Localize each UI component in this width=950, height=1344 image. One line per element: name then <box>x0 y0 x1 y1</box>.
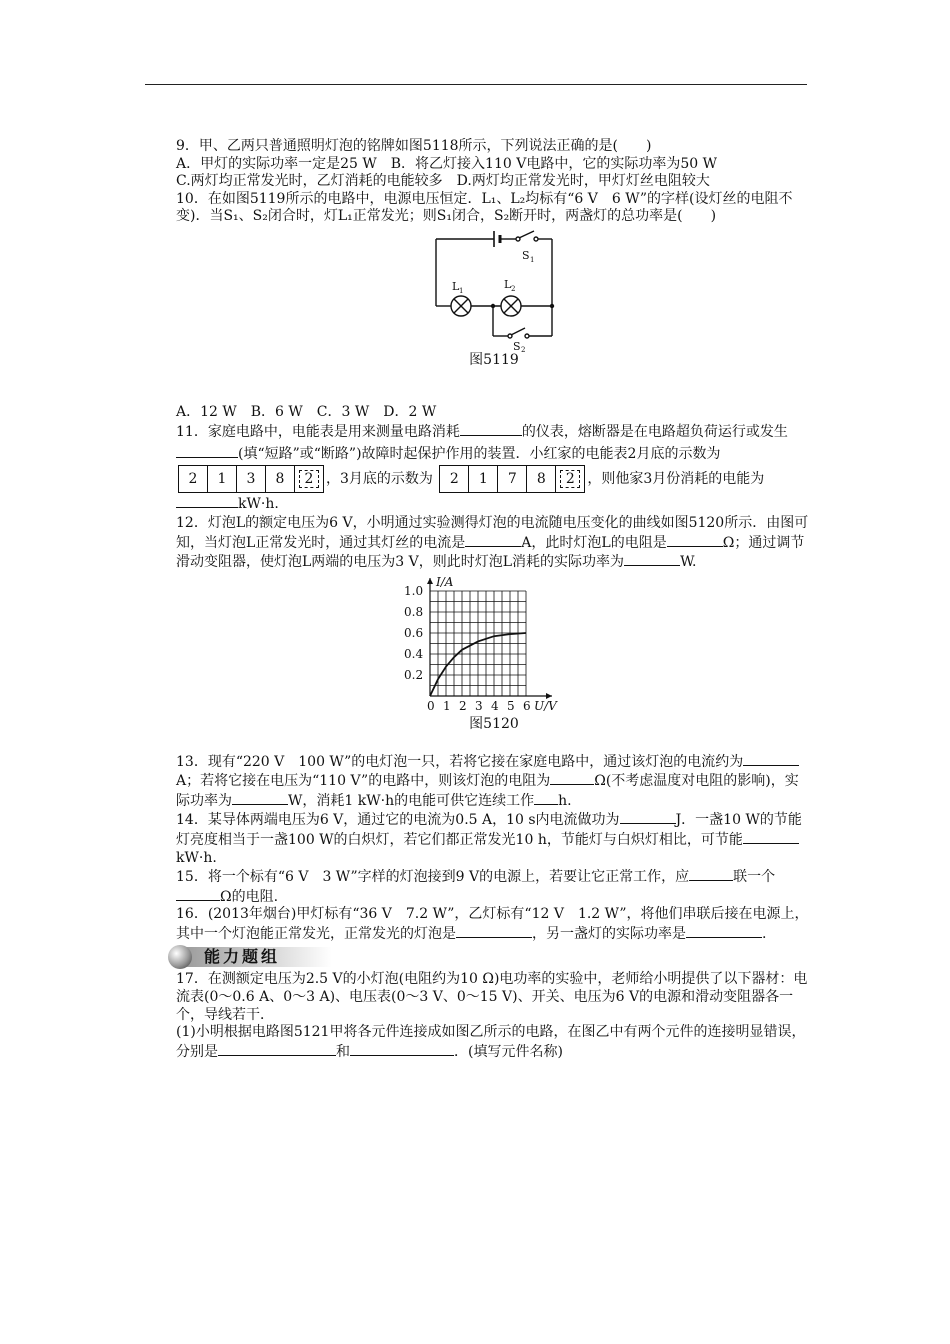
q13-text-5: h. <box>558 792 572 809</box>
meter-digit-decimal: 2 <box>295 466 323 492</box>
q11-text-4: ，3月底的示数为 <box>326 471 433 488</box>
meter-digit-decimal: 2 <box>556 466 584 492</box>
label-l2-sub: 2 <box>511 284 516 293</box>
q11-text-6: kW·h. <box>238 496 279 513</box>
question-15 <box>176 867 812 906</box>
figure-5120-caption: 图5120 <box>469 715 519 732</box>
q13-blank-1[interactable] <box>743 752 799 766</box>
q13-text-1: 13．现有“220 V 100 W”的电灯泡一只，若将它接在家庭电路中，通过该灯泡的电流约为 <box>176 753 744 770</box>
meter-reading-march <box>439 465 585 493</box>
x-tick-label: 0 <box>427 698 435 713</box>
question-9-stem: 9．甲、乙两只普通照明灯泡的铭牌如图5118所示，下列说法正确的是( ) <box>176 138 652 154</box>
q12-text-3: Ω；通过调节滑动变阻器，使灯泡L两端的电压为3 V，则此时灯泡L消耗的实际功率为 <box>176 534 805 571</box>
label-l2: L <box>504 277 512 291</box>
meter-digit: 1 <box>469 466 498 492</box>
x-axis-label: U/V <box>534 698 557 713</box>
question-12 <box>176 515 812 572</box>
q16-blank-2[interactable] <box>686 924 762 938</box>
x-tick-label: 3 <box>475 698 483 713</box>
section-title: 能力题组 <box>204 947 281 967</box>
q15-blank-2[interactable] <box>176 887 220 901</box>
question-11 <box>176 421 812 515</box>
q17-text-3: ．(填写元件名称) <box>454 1043 563 1060</box>
meter-digit: 2 <box>440 466 469 492</box>
q13-blank-2[interactable] <box>550 771 594 785</box>
y-tick-label: 0.6 <box>404 625 424 640</box>
q13-blank-3[interactable] <box>232 791 288 805</box>
q12-blank-1[interactable] <box>465 533 521 547</box>
x-tick-label: 1 <box>443 698 451 713</box>
question-17-sub1 <box>176 1024 812 1061</box>
q16-blank-1[interactable] <box>456 924 532 938</box>
label-s1: S <box>522 248 530 262</box>
figure-5119-caption: 图5119 <box>469 351 519 368</box>
q13-text-3: Ω(不考虑温度对电阻的影响)，实际功率为 <box>176 773 799 809</box>
q11-text-5: ，则他家3月份消耗的电能为 <box>587 471 765 488</box>
q12-text-1: 12．灯泡L的额定电压为6 V，小明通过实验测得灯泡的电流随电压变化的曲线如图5120所示．由图可知，当灯泡L正常发光时，通过其灯丝的电流是 <box>176 515 809 551</box>
q11-blank-3[interactable] <box>176 494 238 508</box>
q15-text-1: 15．将一个标有“6 V 3 W”字样的灯泡接到9 V的电源上，若要让它正常工作，应 <box>176 869 690 886</box>
iv-curve-chart <box>394 572 594 720</box>
q14-text-3: kW·h. <box>176 849 217 866</box>
label-s2: S <box>513 339 521 352</box>
label-l1: L <box>452 279 460 293</box>
meter-digit: 2 <box>179 466 208 492</box>
q12-text-4: W. <box>680 554 697 571</box>
x-tick-label: 5 <box>507 698 515 713</box>
meter-digit: 8 <box>266 466 295 492</box>
q12-blank-3[interactable] <box>624 552 680 566</box>
question-9-options-ab: A．甲灯的实际功率一定是25 W B．将乙灯接入110 V电路中，它的实际功率为50 W <box>176 155 717 172</box>
y-axis-label: I/A <box>436 574 454 589</box>
y-tick-label: 0.2 <box>404 667 424 682</box>
label-s1-sub: 1 <box>530 255 535 264</box>
q15-text-3: Ω的电阻. <box>220 888 279 905</box>
circuit-diagram <box>424 226 564 352</box>
q14-blank-2[interactable] <box>743 830 799 844</box>
q16-text-3: . <box>762 925 767 942</box>
meter-digit: 3 <box>237 466 266 492</box>
q15-blank-1[interactable] <box>689 867 733 881</box>
question-16 <box>176 906 812 943</box>
q11-text-3: (填“短路”或“断路”)故障时起保护作用的装置．小红家的电能表2月底的示数为 <box>238 446 721 463</box>
x-tick-label: 4 <box>491 698 499 713</box>
label-s2-sub: 2 <box>521 345 526 352</box>
q13-text-4: W，消耗1 kW·h的电能可供它连续工作 <box>288 792 535 809</box>
x-tick-label: 6 <box>523 698 531 713</box>
q14-text-2: J．一盏10 W的节能灯亮度相当于一盏100 W的白炽灯，若它们都正常发光10 h，节能灯与白炽灯相比，可节能 <box>176 812 802 848</box>
section-banner <box>168 945 812 969</box>
meter-digit: 1 <box>208 466 237 492</box>
q13-blank-4[interactable] <box>534 791 558 805</box>
q11-blank-1[interactable] <box>460 422 522 436</box>
q11-text-1: 11．家庭电路中，电能表是用来测量电路消耗 <box>176 424 460 441</box>
question-14 <box>176 810 812 867</box>
y-tick-label: 0.8 <box>404 604 424 619</box>
question-13 <box>176 752 812 811</box>
y-tick-label: 1.0 <box>404 583 424 598</box>
meter-reading-february <box>178 465 324 493</box>
y-axis-arrow <box>427 578 433 584</box>
worksheet <box>176 138 812 1061</box>
question-17-stem: 17．在测额定电压为2.5 V的小灯泡(电阻约为10 Ω)电功率的实验中，老师给小明提供了以下器材：电流表(0～0.6 A、0～3 A)、电压表(0～3 V、0～15 V)、开关、电压为6 V的电源和滑动变阻器各一个，导线若干． <box>176 971 808 1023</box>
meter-digit: 7 <box>498 466 527 492</box>
q16-text-1: 16．(2013年烟台)甲灯标有“36 V 7.2 W”，乙灯标有“12 V 1.2 W”，将他们串联后接在电源上，其中一个灯泡能正常发光，正常发光的灯泡是 <box>176 906 809 942</box>
x-tick-label: 2 <box>459 698 467 713</box>
question-10-stem: 10．在如图5119所示的电路中，电源电压恒定．L₁、L₂均标有“6 V 6 W”的字样(设灯丝的电阻不变)．当S₁、S₂闭合时，灯L₁正常发光；则S₁闭合，S₂断开时，两盏灯的总功率是( ) <box>176 190 793 225</box>
q17-blank-1[interactable] <box>218 1042 336 1056</box>
q17-text-1: (1)小明根据电路图5121甲将各元件连接成如图乙所示的电路，在图乙中有两个元件的连接明显错误，分别是 <box>176 1024 806 1060</box>
q14-text-1: 14．某导体两端电压为6 V，通过它的电流为0.5 A，10 s内电流做功为 <box>176 812 620 829</box>
q14-blank-1[interactable] <box>620 810 676 824</box>
q11-text-2: 的仪表，熔断器是在电路超负荷运行或发生 <box>521 424 788 441</box>
header-rule <box>145 84 807 85</box>
question-10-options: A．12 W B．6 W C．3 W D．2 W <box>176 403 437 420</box>
q11-blank-2[interactable] <box>176 444 238 458</box>
label-l1-sub: 1 <box>459 286 464 295</box>
q17-text-2: 和 <box>336 1043 350 1060</box>
q15-text-2: 联一个 <box>733 869 776 886</box>
question-9-options-cd: C.两灯均正常发光时，乙灯消耗的电能较多 D.两灯均正常发光时，甲灯灯丝电阻较大 <box>176 173 710 190</box>
q12-text-2: A，此时灯泡L的电阻是 <box>521 534 667 551</box>
q17-blank-2[interactable] <box>350 1042 454 1056</box>
q13-text-2: A；若将它接在电压为“110 V”的电路中，则该灯泡的电阻为 <box>176 773 551 790</box>
q16-text-2: ，另一盏灯的实际功率是 <box>532 925 686 942</box>
y-tick-label: 0.4 <box>404 646 424 661</box>
q12-blank-2[interactable] <box>667 533 723 547</box>
meter-digit: 8 <box>527 466 556 492</box>
